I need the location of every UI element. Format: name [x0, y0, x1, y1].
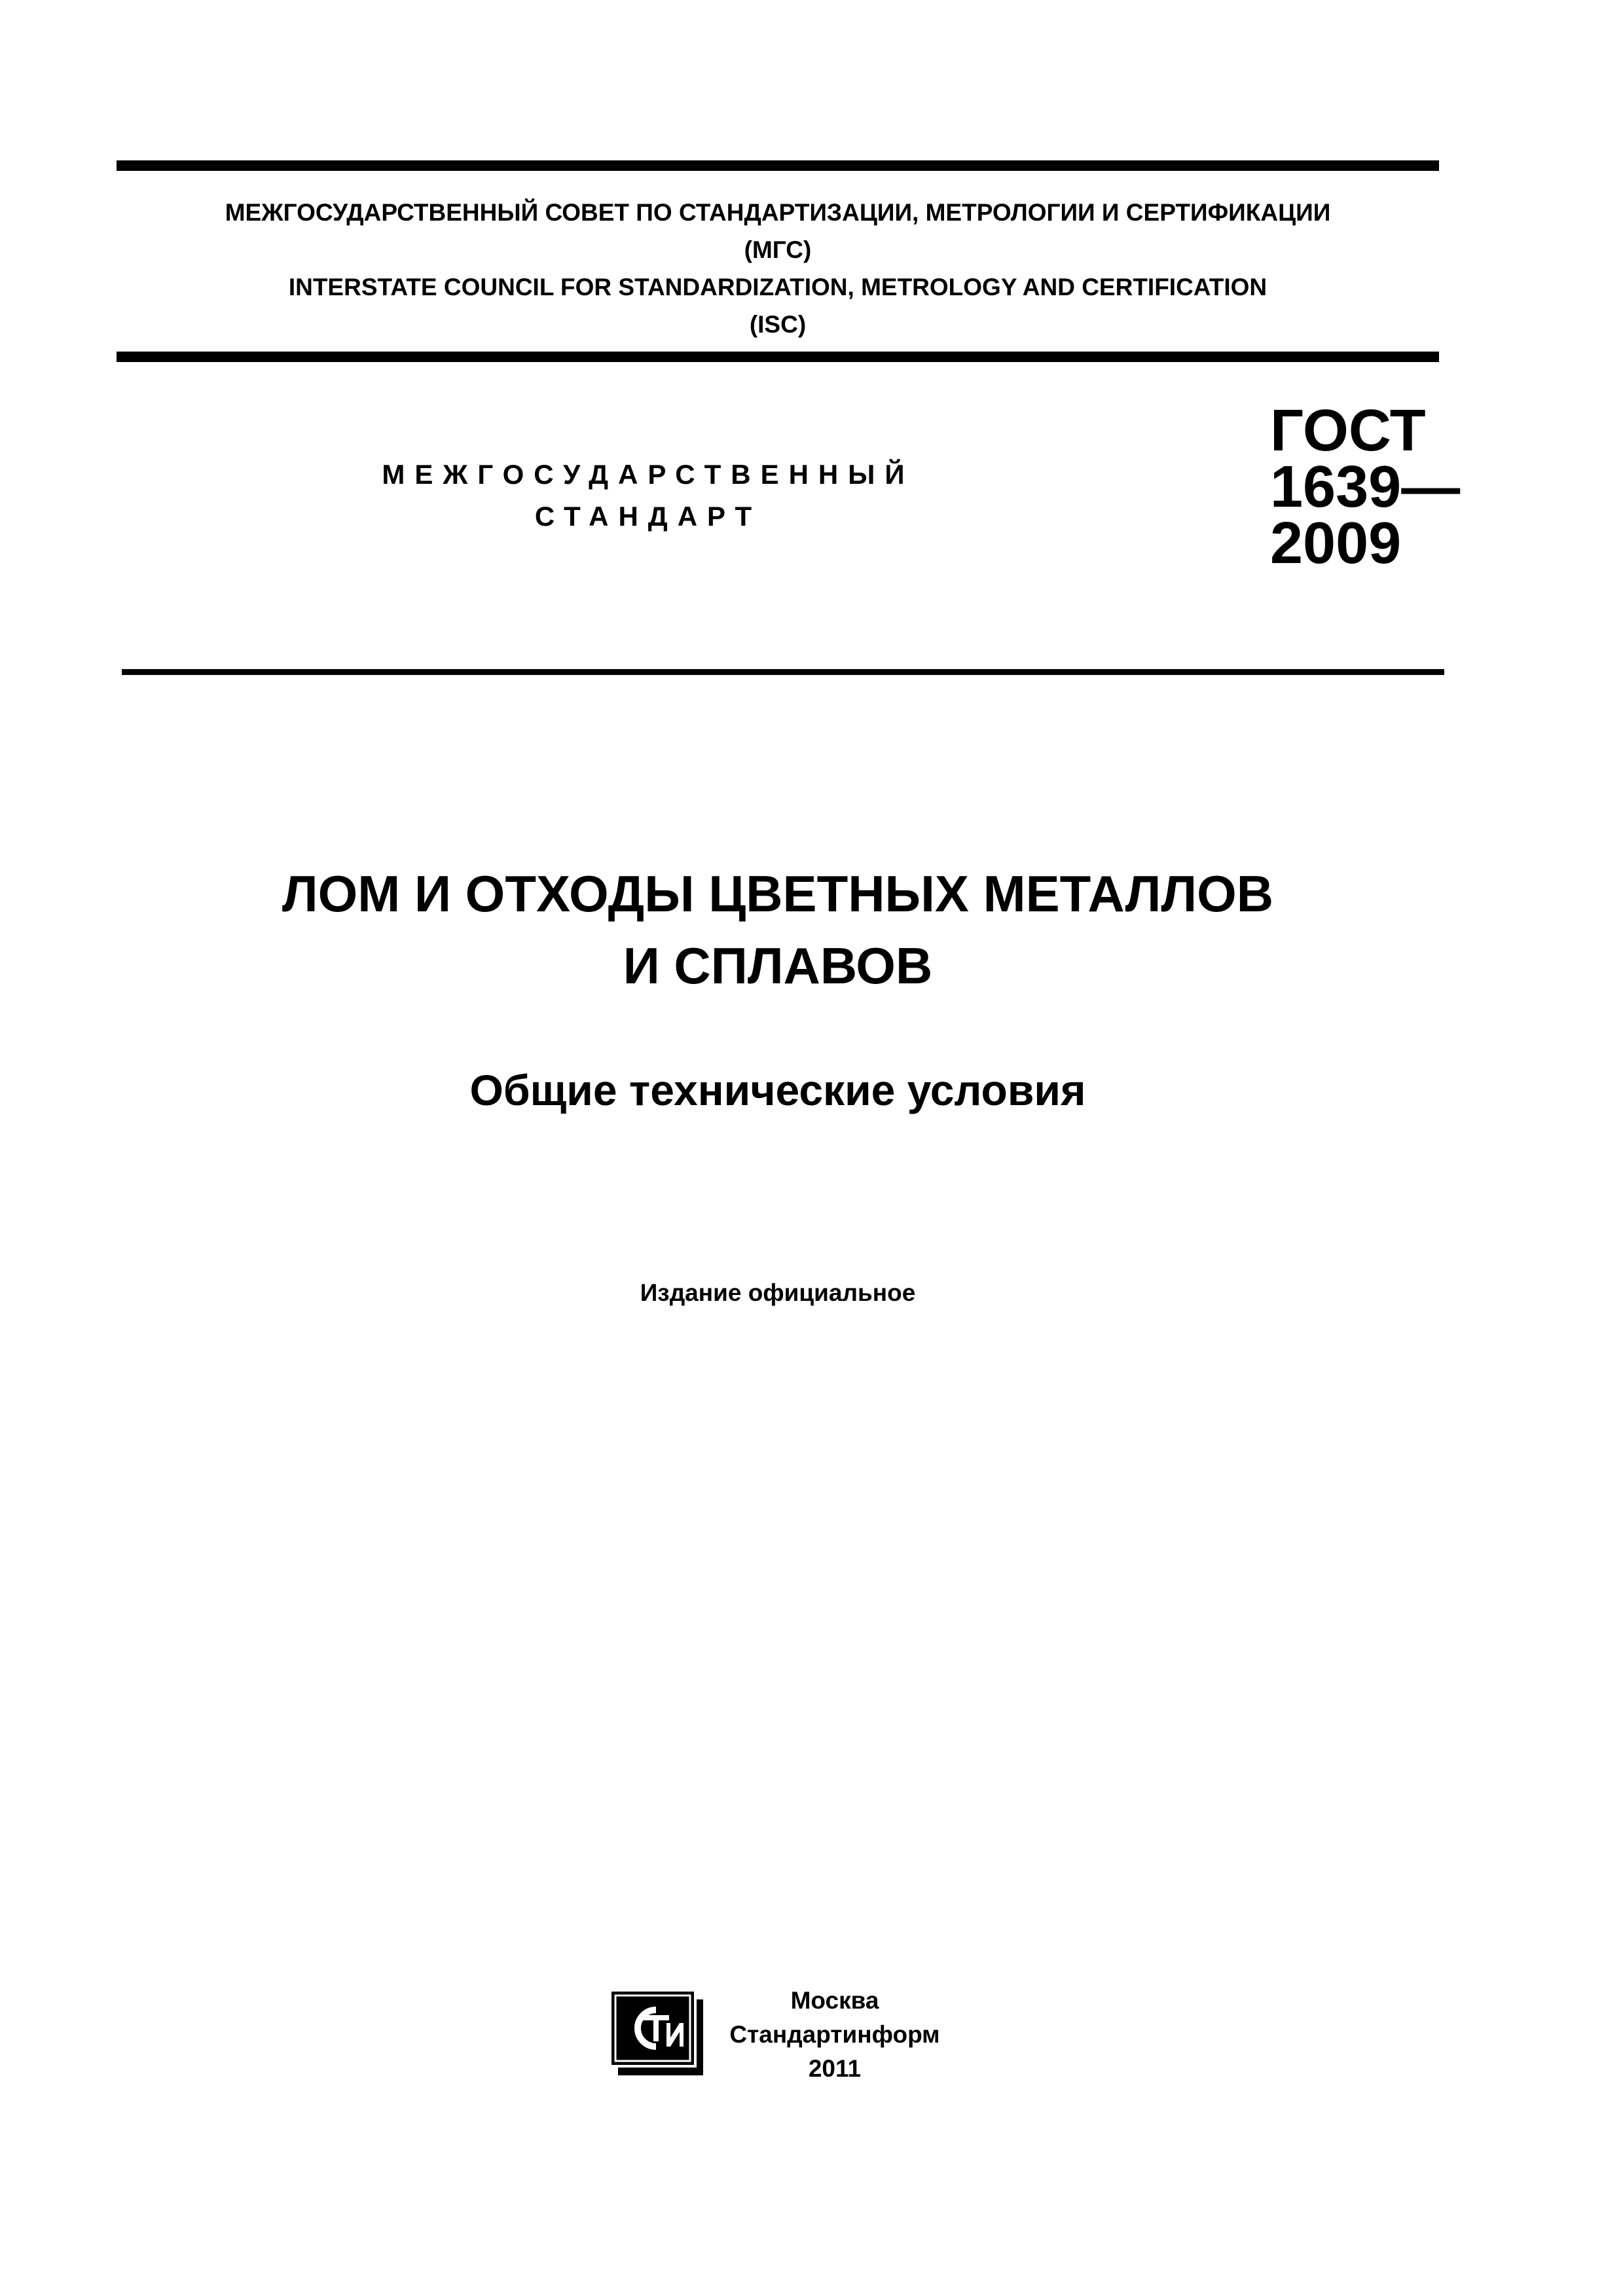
document-title	[117, 858, 1439, 1002]
council-name-en: INTERSTATE COUNCIL FOR STANDARDIZATION, METROLOGY AND CERTIFICATION	[288, 274, 1267, 301]
edition-label: Издание официальное	[640, 1279, 916, 1306]
document-title-line1: ЛОМ И ОТХОДЫ ЦВЕТНЫХ МЕТАЛЛОВ	[282, 865, 1274, 922]
publisher-city: Москва	[790, 1987, 879, 2014]
council-abbr-en: (ISC)	[749, 311, 807, 338]
council-name-ru: МЕЖГОСУДАРСТВЕННЫЙ СОВЕТ ПО СТАНДАРТИЗАЦИИ, МЕТРОЛОГИИ И СЕРТИФИКАЦИИ	[225, 199, 1331, 226]
document-title-line2: И СПЛАВОВ	[623, 937, 933, 994]
standartinform-logo-icon	[609, 1989, 706, 2078]
header-divider	[117, 352, 1439, 362]
publication-year: 2011	[808, 2055, 862, 2082]
standard-type	[282, 454, 1015, 538]
standard-type-line2: СТАНДАРТ	[534, 501, 762, 532]
council-abbr-ru: (МГС)	[744, 236, 812, 263]
standard-code-prefix: ГОСТ	[1270, 398, 1426, 464]
publisher-name: Стандартинформ	[729, 2021, 940, 2048]
publisher-imprint	[727, 1984, 943, 2086]
council-header	[117, 194, 1439, 343]
standard-code-number: 1639—	[1270, 454, 1461, 520]
document-subtitle: Общие технические условия	[469, 1066, 1086, 1114]
standard-code	[1270, 398, 1461, 576]
title-divider	[122, 669, 1444, 675]
standard-type-line1: МЕЖГОСУДАРСТВЕННЫЙ	[382, 459, 915, 490]
top-divider	[117, 160, 1439, 171]
standard-code-year: 2009	[1270, 511, 1402, 576]
